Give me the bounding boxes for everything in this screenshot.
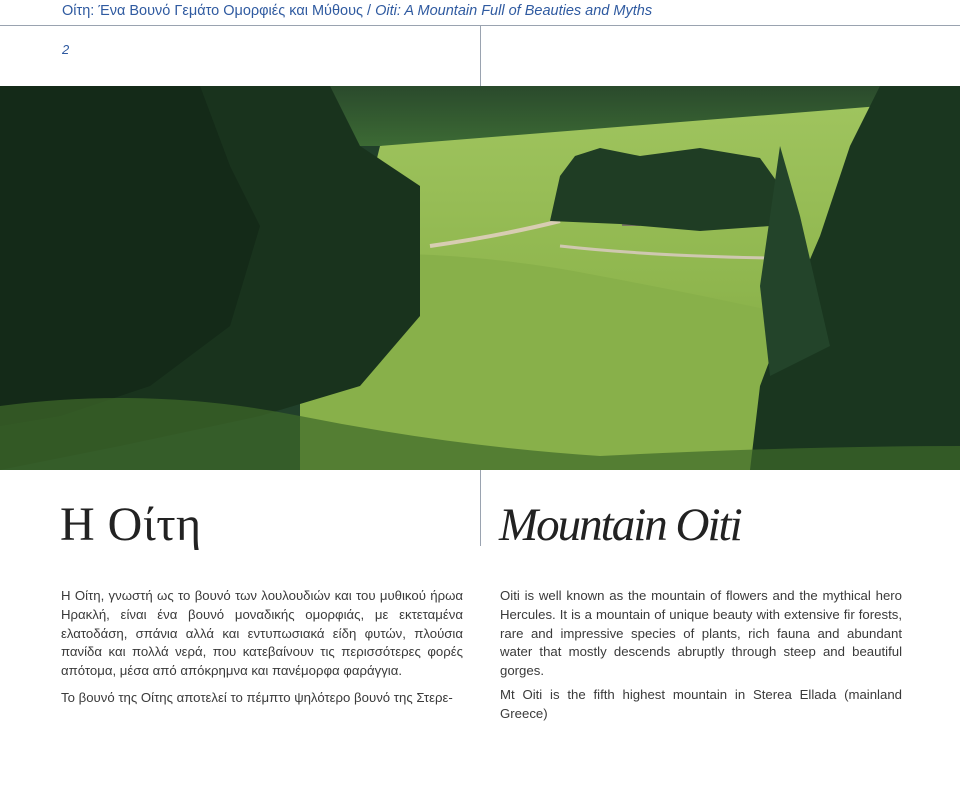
running-header-greek: Οίτη: Ένα Βουνό Γεμάτο Ομορφιές και Μύθους / bbox=[62, 3, 376, 19]
english-heading: Mountain Oiti bbox=[499, 499, 741, 551]
central-forest bbox=[550, 148, 780, 231]
column-divider-bottom bbox=[480, 470, 481, 546]
page-number: 2 bbox=[62, 42, 70, 57]
running-header-english: Oiti: A Mountain Full of Beauties and Myths bbox=[375, 3, 653, 19]
greek-paragraph-2: Το βουνό της Οίτης αποτελεί το πέμπτο ψηλότερο βουνό της Στερε- bbox=[61, 689, 453, 705]
english-paragraph-2: Mt Oiti is the fifth highest mountain in Sterea Ellada (mainland Greece) bbox=[500, 686, 902, 721]
greek-paragraph-1: Η Οίτη, γνωστή ως το βουνό των λουλουδιών και του μυθικού ήρωα Ηρακλή, είναι ένα βουνό μοναδικής ομορφιάς, με εκτεταμένα ελατοδάση, σπάνια αλλά και εντυπωσιακά είδη φυτών, πλούσια πανίδα και πολλά νερά, που κατεβαίνουν τις περισσότερες φορές απότομα, μέσα από απόκρημνα και πανέμορφα φαράγγια. bbox=[61, 588, 463, 679]
greek-text bbox=[61, 587, 463, 708]
greek-heading: Η Οίτη bbox=[60, 498, 202, 551]
english-text bbox=[500, 587, 902, 724]
english-paragraph-1: Oiti is well known as the mountain of flowers and the mythical hero Hercules. It is a mountain of unique beauty with extensive fir forests, rare and impressive species of plants, rich fauna and abundant water that mostly descends abruptly through steep and beautiful gorges. bbox=[500, 588, 902, 679]
column-divider-top bbox=[480, 25, 481, 86]
mountain-meadow-photo bbox=[0, 86, 960, 470]
running-header bbox=[62, 3, 652, 19]
